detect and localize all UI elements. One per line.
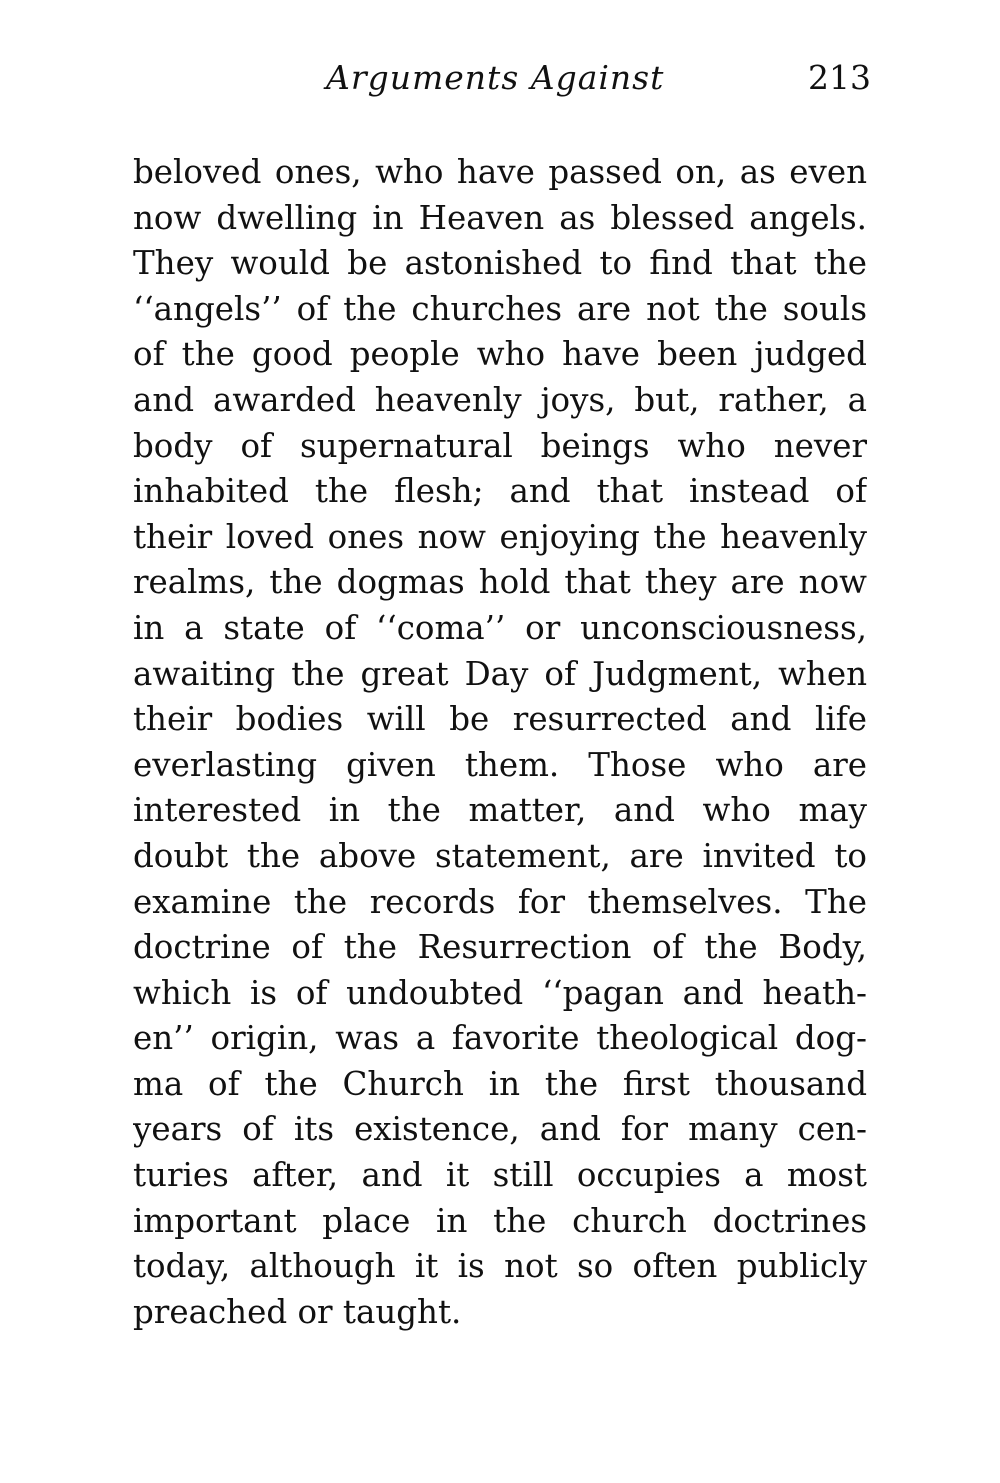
text-line: their loved ones now enjoying the heavenly (133, 517, 867, 556)
body-paragraph (133, 150, 867, 1335)
text-line: in a state of ‘‘coma’’ or unconsciousness, (133, 608, 867, 647)
text-line: beloved ones, who have passed on, as even (133, 153, 867, 191)
text-line-last: preached or taught. (133, 1292, 462, 1331)
text-line: en’’ origin, was a favorite theological dog- (133, 1019, 867, 1058)
text-line: inhabited the flesh; and that instead of (133, 472, 867, 511)
text-line: now dwelling in Heaven as blessed angels. (133, 198, 867, 237)
text-line: important place in the church doctrines (133, 1201, 867, 1240)
text-line: ma of the Church in the first thousand (133, 1064, 867, 1103)
running-title: Arguments Against (326, 58, 665, 97)
page-number: 213 (808, 58, 871, 97)
text-line: turies after, and it still occupies a most (133, 1156, 867, 1195)
text-line: They would be astonished to find that the (133, 244, 867, 283)
text-line: examine the records for themselves. The (133, 882, 867, 921)
text-line: body of supernatural beings who never (133, 426, 867, 465)
text-line: and awarded heavenly joys, but, rather, a (133, 380, 867, 419)
running-head (0, 58, 1000, 108)
text-line: of the good people who have been judged (133, 335, 867, 374)
text-line: awaiting the great Day of Judgment, when (133, 654, 867, 693)
text-line: doctrine of the Resurrection of the Body, (133, 928, 867, 967)
text-line: realms, the dogmas hold that they are now (133, 563, 867, 602)
text-line: everlasting given them. Those who are (133, 745, 867, 784)
text-line: ‘‘angels’’ of the churches are not the souls (133, 289, 867, 328)
text-line: interested in the matter, and who may (133, 791, 867, 830)
text-line: years of its existence, and for many cen- (133, 1110, 867, 1149)
text-line: which is of undoubted ‘‘pagan and heath- (133, 973, 867, 1012)
text-line: their bodies will be resurrected and life (133, 700, 867, 739)
text-line: doubt the above statement, are invited to (133, 836, 867, 875)
text-line: today, although it is not so often publicly (133, 1247, 867, 1286)
